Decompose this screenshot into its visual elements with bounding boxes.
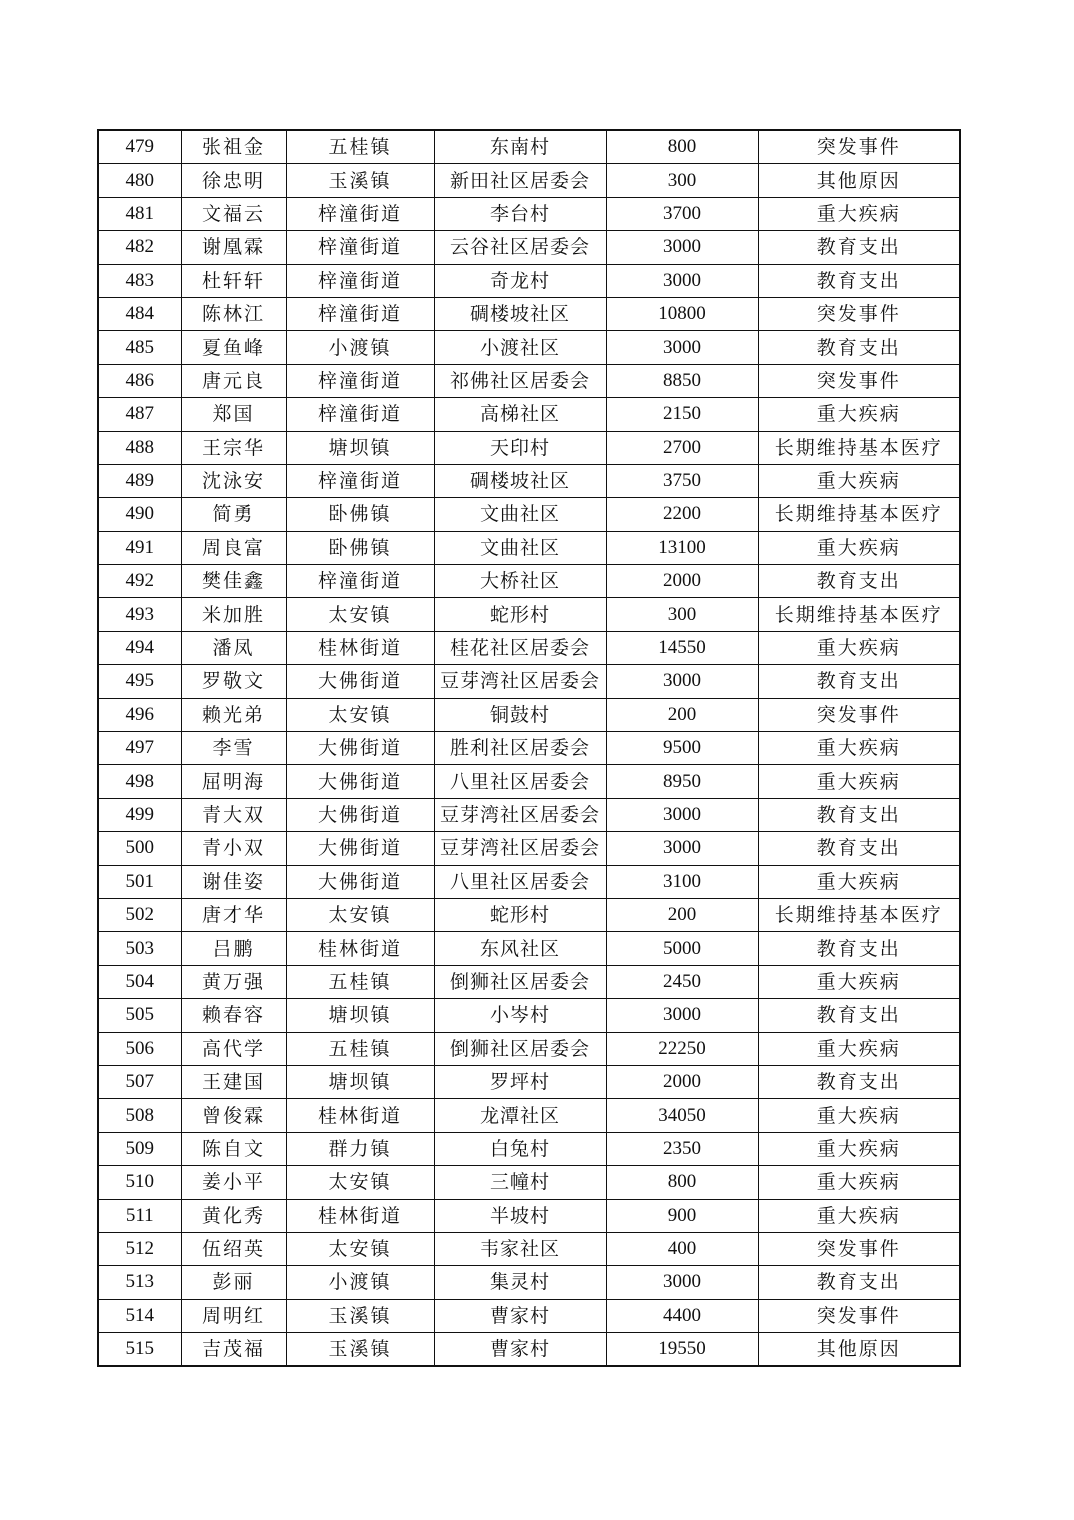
row-number-cell: 482 bbox=[98, 231, 181, 264]
table-row bbox=[98, 965, 960, 998]
name-cell: 文福云 bbox=[181, 197, 286, 230]
row-number-cell: 515 bbox=[98, 1333, 181, 1367]
table-row bbox=[98, 798, 960, 831]
reason-cell: 教育支出 bbox=[758, 1266, 960, 1299]
table-row bbox=[98, 698, 960, 731]
name-cell: 张祖金 bbox=[181, 130, 286, 164]
row-number-cell: 514 bbox=[98, 1299, 181, 1332]
row-number-cell: 506 bbox=[98, 1032, 181, 1065]
amount-cell: 3000 bbox=[606, 1266, 758, 1299]
amount-cell: 2450 bbox=[606, 965, 758, 998]
reason-cell: 重大疾病 bbox=[758, 865, 960, 898]
amount-cell: 3100 bbox=[606, 865, 758, 898]
name-cell: 伍绍英 bbox=[181, 1232, 286, 1265]
reason-cell: 突发事件 bbox=[758, 698, 960, 731]
name-cell: 樊佳鑫 bbox=[181, 565, 286, 598]
name-cell: 黄万强 bbox=[181, 965, 286, 998]
town-cell: 梓潼街道 bbox=[286, 464, 434, 497]
village-cell: 奇龙村 bbox=[434, 264, 606, 297]
amount-cell: 9500 bbox=[606, 732, 758, 765]
row-number-cell: 500 bbox=[98, 832, 181, 865]
table-row bbox=[98, 498, 960, 531]
reason-cell: 重大疾病 bbox=[758, 1132, 960, 1165]
name-cell: 潘凤 bbox=[181, 631, 286, 664]
reason-cell: 突发事件 bbox=[758, 297, 960, 330]
town-cell: 小渡镇 bbox=[286, 331, 434, 364]
village-cell: 高梯社区 bbox=[434, 398, 606, 431]
amount-cell: 3000 bbox=[606, 665, 758, 698]
town-cell: 梓潼街道 bbox=[286, 565, 434, 598]
town-cell: 大佛街道 bbox=[286, 765, 434, 798]
reason-cell: 重大疾病 bbox=[758, 765, 960, 798]
name-cell: 沈泳安 bbox=[181, 464, 286, 497]
name-cell: 谢佳姿 bbox=[181, 865, 286, 898]
village-cell: 碉楼坡社区 bbox=[434, 297, 606, 330]
row-number-cell: 503 bbox=[98, 932, 181, 965]
name-cell: 周良富 bbox=[181, 531, 286, 564]
relief-table bbox=[97, 129, 961, 1367]
town-cell: 塘坝镇 bbox=[286, 999, 434, 1032]
name-cell: 青小双 bbox=[181, 832, 286, 865]
table-row bbox=[98, 431, 960, 464]
town-cell: 群力镇 bbox=[286, 1132, 434, 1165]
table-row bbox=[98, 1232, 960, 1265]
village-cell: 云谷社区居委会 bbox=[434, 231, 606, 264]
town-cell: 卧佛镇 bbox=[286, 498, 434, 531]
amount-cell: 3000 bbox=[606, 331, 758, 364]
reason-cell: 长期维持基本医疗 bbox=[758, 498, 960, 531]
table-row bbox=[98, 1299, 960, 1332]
name-cell: 唐元良 bbox=[181, 364, 286, 397]
village-cell: 天印村 bbox=[434, 431, 606, 464]
table-row bbox=[98, 130, 960, 164]
row-number-cell: 498 bbox=[98, 765, 181, 798]
village-cell: 半坡村 bbox=[434, 1199, 606, 1232]
amount-cell: 8850 bbox=[606, 364, 758, 397]
name-cell: 王宗华 bbox=[181, 431, 286, 464]
reason-cell: 重大疾病 bbox=[758, 197, 960, 230]
name-cell: 米加胜 bbox=[181, 598, 286, 631]
name-cell: 彭丽 bbox=[181, 1266, 286, 1299]
table-row bbox=[98, 1166, 960, 1199]
village-cell: 小岑村 bbox=[434, 999, 606, 1032]
town-cell: 五桂镇 bbox=[286, 965, 434, 998]
row-number-cell: 480 bbox=[98, 164, 181, 197]
town-cell: 塘坝镇 bbox=[286, 1065, 434, 1098]
village-cell: 罗坪村 bbox=[434, 1065, 606, 1098]
row-number-cell: 508 bbox=[98, 1099, 181, 1132]
name-cell: 郑国 bbox=[181, 398, 286, 431]
reason-cell: 突发事件 bbox=[758, 130, 960, 164]
village-cell: 豆芽湾社区居委会 bbox=[434, 665, 606, 698]
amount-cell: 3000 bbox=[606, 798, 758, 831]
town-cell: 大佛街道 bbox=[286, 665, 434, 698]
amount-cell: 2700 bbox=[606, 431, 758, 464]
town-cell: 玉溪镇 bbox=[286, 1299, 434, 1332]
amount-cell: 3000 bbox=[606, 832, 758, 865]
table-row bbox=[98, 898, 960, 931]
row-number-cell: 497 bbox=[98, 732, 181, 765]
row-number-cell: 486 bbox=[98, 364, 181, 397]
table-row bbox=[98, 1099, 960, 1132]
town-cell: 梓潼街道 bbox=[286, 197, 434, 230]
reason-cell: 教育支出 bbox=[758, 264, 960, 297]
table-row bbox=[98, 1333, 960, 1367]
table-row bbox=[98, 832, 960, 865]
table-row bbox=[98, 364, 960, 397]
town-cell: 玉溪镇 bbox=[286, 1333, 434, 1367]
town-cell: 五桂镇 bbox=[286, 1032, 434, 1065]
name-cell: 周明红 bbox=[181, 1299, 286, 1332]
table-row bbox=[98, 865, 960, 898]
town-cell: 桂林街道 bbox=[286, 1199, 434, 1232]
village-cell: 龙潭社区 bbox=[434, 1099, 606, 1132]
amount-cell: 34050 bbox=[606, 1099, 758, 1132]
amount-cell: 400 bbox=[606, 1232, 758, 1265]
amount-cell: 8950 bbox=[606, 765, 758, 798]
village-cell: 倒狮社区居委会 bbox=[434, 1032, 606, 1065]
table-row bbox=[98, 765, 960, 798]
row-number-cell: 485 bbox=[98, 331, 181, 364]
table-row bbox=[98, 531, 960, 564]
reason-cell: 教育支出 bbox=[758, 832, 960, 865]
town-cell: 大佛街道 bbox=[286, 798, 434, 831]
row-number-cell: 489 bbox=[98, 464, 181, 497]
reason-cell: 重大疾病 bbox=[758, 531, 960, 564]
amount-cell: 300 bbox=[606, 164, 758, 197]
reason-cell: 教育支出 bbox=[758, 999, 960, 1032]
village-cell: 铜鼓村 bbox=[434, 698, 606, 731]
village-cell: 倒狮社区居委会 bbox=[434, 965, 606, 998]
reason-cell: 重大疾病 bbox=[758, 464, 960, 497]
amount-cell: 200 bbox=[606, 698, 758, 731]
reason-cell: 教育支出 bbox=[758, 1065, 960, 1098]
village-cell: 文曲社区 bbox=[434, 498, 606, 531]
town-cell: 太安镇 bbox=[286, 598, 434, 631]
row-number-cell: 481 bbox=[98, 197, 181, 230]
name-cell: 赖光弟 bbox=[181, 698, 286, 731]
town-cell: 梓潼街道 bbox=[286, 398, 434, 431]
name-cell: 谢凰霖 bbox=[181, 231, 286, 264]
reason-cell: 重大疾病 bbox=[758, 631, 960, 664]
village-cell: 碉楼坡社区 bbox=[434, 464, 606, 497]
town-cell: 太安镇 bbox=[286, 698, 434, 731]
town-cell: 大佛街道 bbox=[286, 732, 434, 765]
amount-cell: 2200 bbox=[606, 498, 758, 531]
town-cell: 太安镇 bbox=[286, 1232, 434, 1265]
reason-cell: 教育支出 bbox=[758, 798, 960, 831]
reason-cell: 长期维持基本医疗 bbox=[758, 598, 960, 631]
amount-cell: 10800 bbox=[606, 297, 758, 330]
table-row bbox=[98, 1199, 960, 1232]
name-cell: 徐忠明 bbox=[181, 164, 286, 197]
reason-cell: 教育支出 bbox=[758, 665, 960, 698]
village-cell: 八里社区居委会 bbox=[434, 765, 606, 798]
name-cell: 姜小平 bbox=[181, 1166, 286, 1199]
town-cell: 五桂镇 bbox=[286, 130, 434, 164]
row-number-cell: 513 bbox=[98, 1266, 181, 1299]
name-cell: 陈自文 bbox=[181, 1132, 286, 1165]
reason-cell: 教育支出 bbox=[758, 331, 960, 364]
amount-cell: 4400 bbox=[606, 1299, 758, 1332]
town-cell: 梓潼街道 bbox=[286, 297, 434, 330]
village-cell: 东南村 bbox=[434, 130, 606, 164]
village-cell: 文曲社区 bbox=[434, 531, 606, 564]
amount-cell: 300 bbox=[606, 598, 758, 631]
table-row bbox=[98, 732, 960, 765]
table-row bbox=[98, 164, 960, 197]
name-cell: 李雪 bbox=[181, 732, 286, 765]
town-cell: 梓潼街道 bbox=[286, 231, 434, 264]
amount-cell: 19550 bbox=[606, 1333, 758, 1367]
amount-cell: 22250 bbox=[606, 1032, 758, 1065]
name-cell: 吉茂福 bbox=[181, 1333, 286, 1367]
name-cell: 黄化秀 bbox=[181, 1199, 286, 1232]
amount-cell: 2150 bbox=[606, 398, 758, 431]
reason-cell: 重大疾病 bbox=[758, 1099, 960, 1132]
table-row bbox=[98, 231, 960, 264]
reason-cell: 突发事件 bbox=[758, 1232, 960, 1265]
village-cell: 东风社区 bbox=[434, 932, 606, 965]
town-cell: 卧佛镇 bbox=[286, 531, 434, 564]
amount-cell: 5000 bbox=[606, 932, 758, 965]
reason-cell: 重大疾病 bbox=[758, 1166, 960, 1199]
row-number-cell: 501 bbox=[98, 865, 181, 898]
row-number-cell: 505 bbox=[98, 999, 181, 1032]
amount-cell: 13100 bbox=[606, 531, 758, 564]
reason-cell: 长期维持基本医疗 bbox=[758, 431, 960, 464]
table-row bbox=[98, 565, 960, 598]
amount-cell: 3750 bbox=[606, 464, 758, 497]
row-number-cell: 509 bbox=[98, 1132, 181, 1165]
row-number-cell: 496 bbox=[98, 698, 181, 731]
village-cell: 八里社区居委会 bbox=[434, 865, 606, 898]
table-row bbox=[98, 464, 960, 497]
village-cell: 集灵村 bbox=[434, 1266, 606, 1299]
reason-cell: 教育支出 bbox=[758, 231, 960, 264]
town-cell: 桂林街道 bbox=[286, 932, 434, 965]
reason-cell: 突发事件 bbox=[758, 364, 960, 397]
name-cell: 王建国 bbox=[181, 1065, 286, 1098]
amount-cell: 800 bbox=[606, 130, 758, 164]
table-row bbox=[98, 631, 960, 664]
table-row bbox=[98, 398, 960, 431]
table-row bbox=[98, 1266, 960, 1299]
table-row bbox=[98, 264, 960, 297]
name-cell: 曾俊霖 bbox=[181, 1099, 286, 1132]
village-cell: 蛇形村 bbox=[434, 598, 606, 631]
name-cell: 陈林江 bbox=[181, 297, 286, 330]
name-cell: 夏鱼峰 bbox=[181, 331, 286, 364]
row-number-cell: 507 bbox=[98, 1065, 181, 1098]
village-cell: 曹家村 bbox=[434, 1299, 606, 1332]
amount-cell: 3000 bbox=[606, 231, 758, 264]
village-cell: 祁佛社区居委会 bbox=[434, 364, 606, 397]
row-number-cell: 495 bbox=[98, 665, 181, 698]
table-row bbox=[98, 297, 960, 330]
reason-cell: 突发事件 bbox=[758, 1299, 960, 1332]
amount-cell: 3000 bbox=[606, 999, 758, 1032]
town-cell: 太安镇 bbox=[286, 1166, 434, 1199]
town-cell: 桂林街道 bbox=[286, 631, 434, 664]
row-number-cell: 487 bbox=[98, 398, 181, 431]
name-cell: 杜轩轩 bbox=[181, 264, 286, 297]
row-number-cell: 483 bbox=[98, 264, 181, 297]
reason-cell: 其他原因 bbox=[758, 164, 960, 197]
village-cell: 大桥社区 bbox=[434, 565, 606, 598]
row-number-cell: 479 bbox=[98, 130, 181, 164]
table-row bbox=[98, 598, 960, 631]
village-cell: 李台村 bbox=[434, 197, 606, 230]
row-number-cell: 490 bbox=[98, 498, 181, 531]
amount-cell: 2000 bbox=[606, 565, 758, 598]
table-row bbox=[98, 1032, 960, 1065]
row-number-cell: 493 bbox=[98, 598, 181, 631]
amount-cell: 2350 bbox=[606, 1132, 758, 1165]
amount-cell: 3700 bbox=[606, 197, 758, 230]
row-number-cell: 504 bbox=[98, 965, 181, 998]
name-cell: 屈明海 bbox=[181, 765, 286, 798]
name-cell: 唐才华 bbox=[181, 898, 286, 931]
amount-cell: 14550 bbox=[606, 631, 758, 664]
town-cell: 大佛街道 bbox=[286, 832, 434, 865]
row-number-cell: 511 bbox=[98, 1199, 181, 1232]
village-cell: 豆芽湾社区居委会 bbox=[434, 832, 606, 865]
reason-cell: 教育支出 bbox=[758, 565, 960, 598]
town-cell: 梓潼街道 bbox=[286, 264, 434, 297]
name-cell: 赖春容 bbox=[181, 999, 286, 1032]
town-cell: 大佛街道 bbox=[286, 865, 434, 898]
row-number-cell: 492 bbox=[98, 565, 181, 598]
row-number-cell: 510 bbox=[98, 1166, 181, 1199]
name-cell: 罗敬文 bbox=[181, 665, 286, 698]
village-cell: 胜利社区居委会 bbox=[434, 732, 606, 765]
table-row bbox=[98, 1065, 960, 1098]
reason-cell: 重大疾病 bbox=[758, 1199, 960, 1232]
village-cell: 桂花社区居委会 bbox=[434, 631, 606, 664]
amount-cell: 800 bbox=[606, 1166, 758, 1199]
town-cell: 桂林街道 bbox=[286, 1099, 434, 1132]
reason-cell: 重大疾病 bbox=[758, 398, 960, 431]
village-cell: 豆芽湾社区居委会 bbox=[434, 798, 606, 831]
table-body bbox=[98, 130, 960, 1366]
town-cell: 玉溪镇 bbox=[286, 164, 434, 197]
reason-cell: 重大疾病 bbox=[758, 965, 960, 998]
row-number-cell: 494 bbox=[98, 631, 181, 664]
amount-cell: 200 bbox=[606, 898, 758, 931]
town-cell: 塘坝镇 bbox=[286, 431, 434, 464]
table-row bbox=[98, 331, 960, 364]
village-cell: 白兔村 bbox=[434, 1132, 606, 1165]
reason-cell: 重大疾病 bbox=[758, 732, 960, 765]
name-cell: 简勇 bbox=[181, 498, 286, 531]
row-number-cell: 484 bbox=[98, 297, 181, 330]
row-number-cell: 502 bbox=[98, 898, 181, 931]
table-row bbox=[98, 999, 960, 1032]
table-row bbox=[98, 1132, 960, 1165]
village-cell: 韦家社区 bbox=[434, 1232, 606, 1265]
reason-cell: 长期维持基本医疗 bbox=[758, 898, 960, 931]
amount-cell: 2000 bbox=[606, 1065, 758, 1098]
village-cell: 蛇形村 bbox=[434, 898, 606, 931]
amount-cell: 900 bbox=[606, 1199, 758, 1232]
town-cell: 太安镇 bbox=[286, 898, 434, 931]
village-cell: 新田社区居委会 bbox=[434, 164, 606, 197]
town-cell: 小渡镇 bbox=[286, 1266, 434, 1299]
village-cell: 小渡社区 bbox=[434, 331, 606, 364]
name-cell: 吕鹏 bbox=[181, 932, 286, 965]
table-row bbox=[98, 665, 960, 698]
reason-cell: 重大疾病 bbox=[758, 1032, 960, 1065]
table-row bbox=[98, 932, 960, 965]
row-number-cell: 512 bbox=[98, 1232, 181, 1265]
reason-cell: 其他原因 bbox=[758, 1333, 960, 1367]
row-number-cell: 499 bbox=[98, 798, 181, 831]
name-cell: 高代学 bbox=[181, 1032, 286, 1065]
row-number-cell: 491 bbox=[98, 531, 181, 564]
reason-cell: 教育支出 bbox=[758, 932, 960, 965]
row-number-cell: 488 bbox=[98, 431, 181, 464]
name-cell: 青大双 bbox=[181, 798, 286, 831]
amount-cell: 3000 bbox=[606, 264, 758, 297]
table-row bbox=[98, 197, 960, 230]
village-cell: 三幢村 bbox=[434, 1166, 606, 1199]
town-cell: 梓潼街道 bbox=[286, 364, 434, 397]
village-cell: 曹家村 bbox=[434, 1333, 606, 1367]
